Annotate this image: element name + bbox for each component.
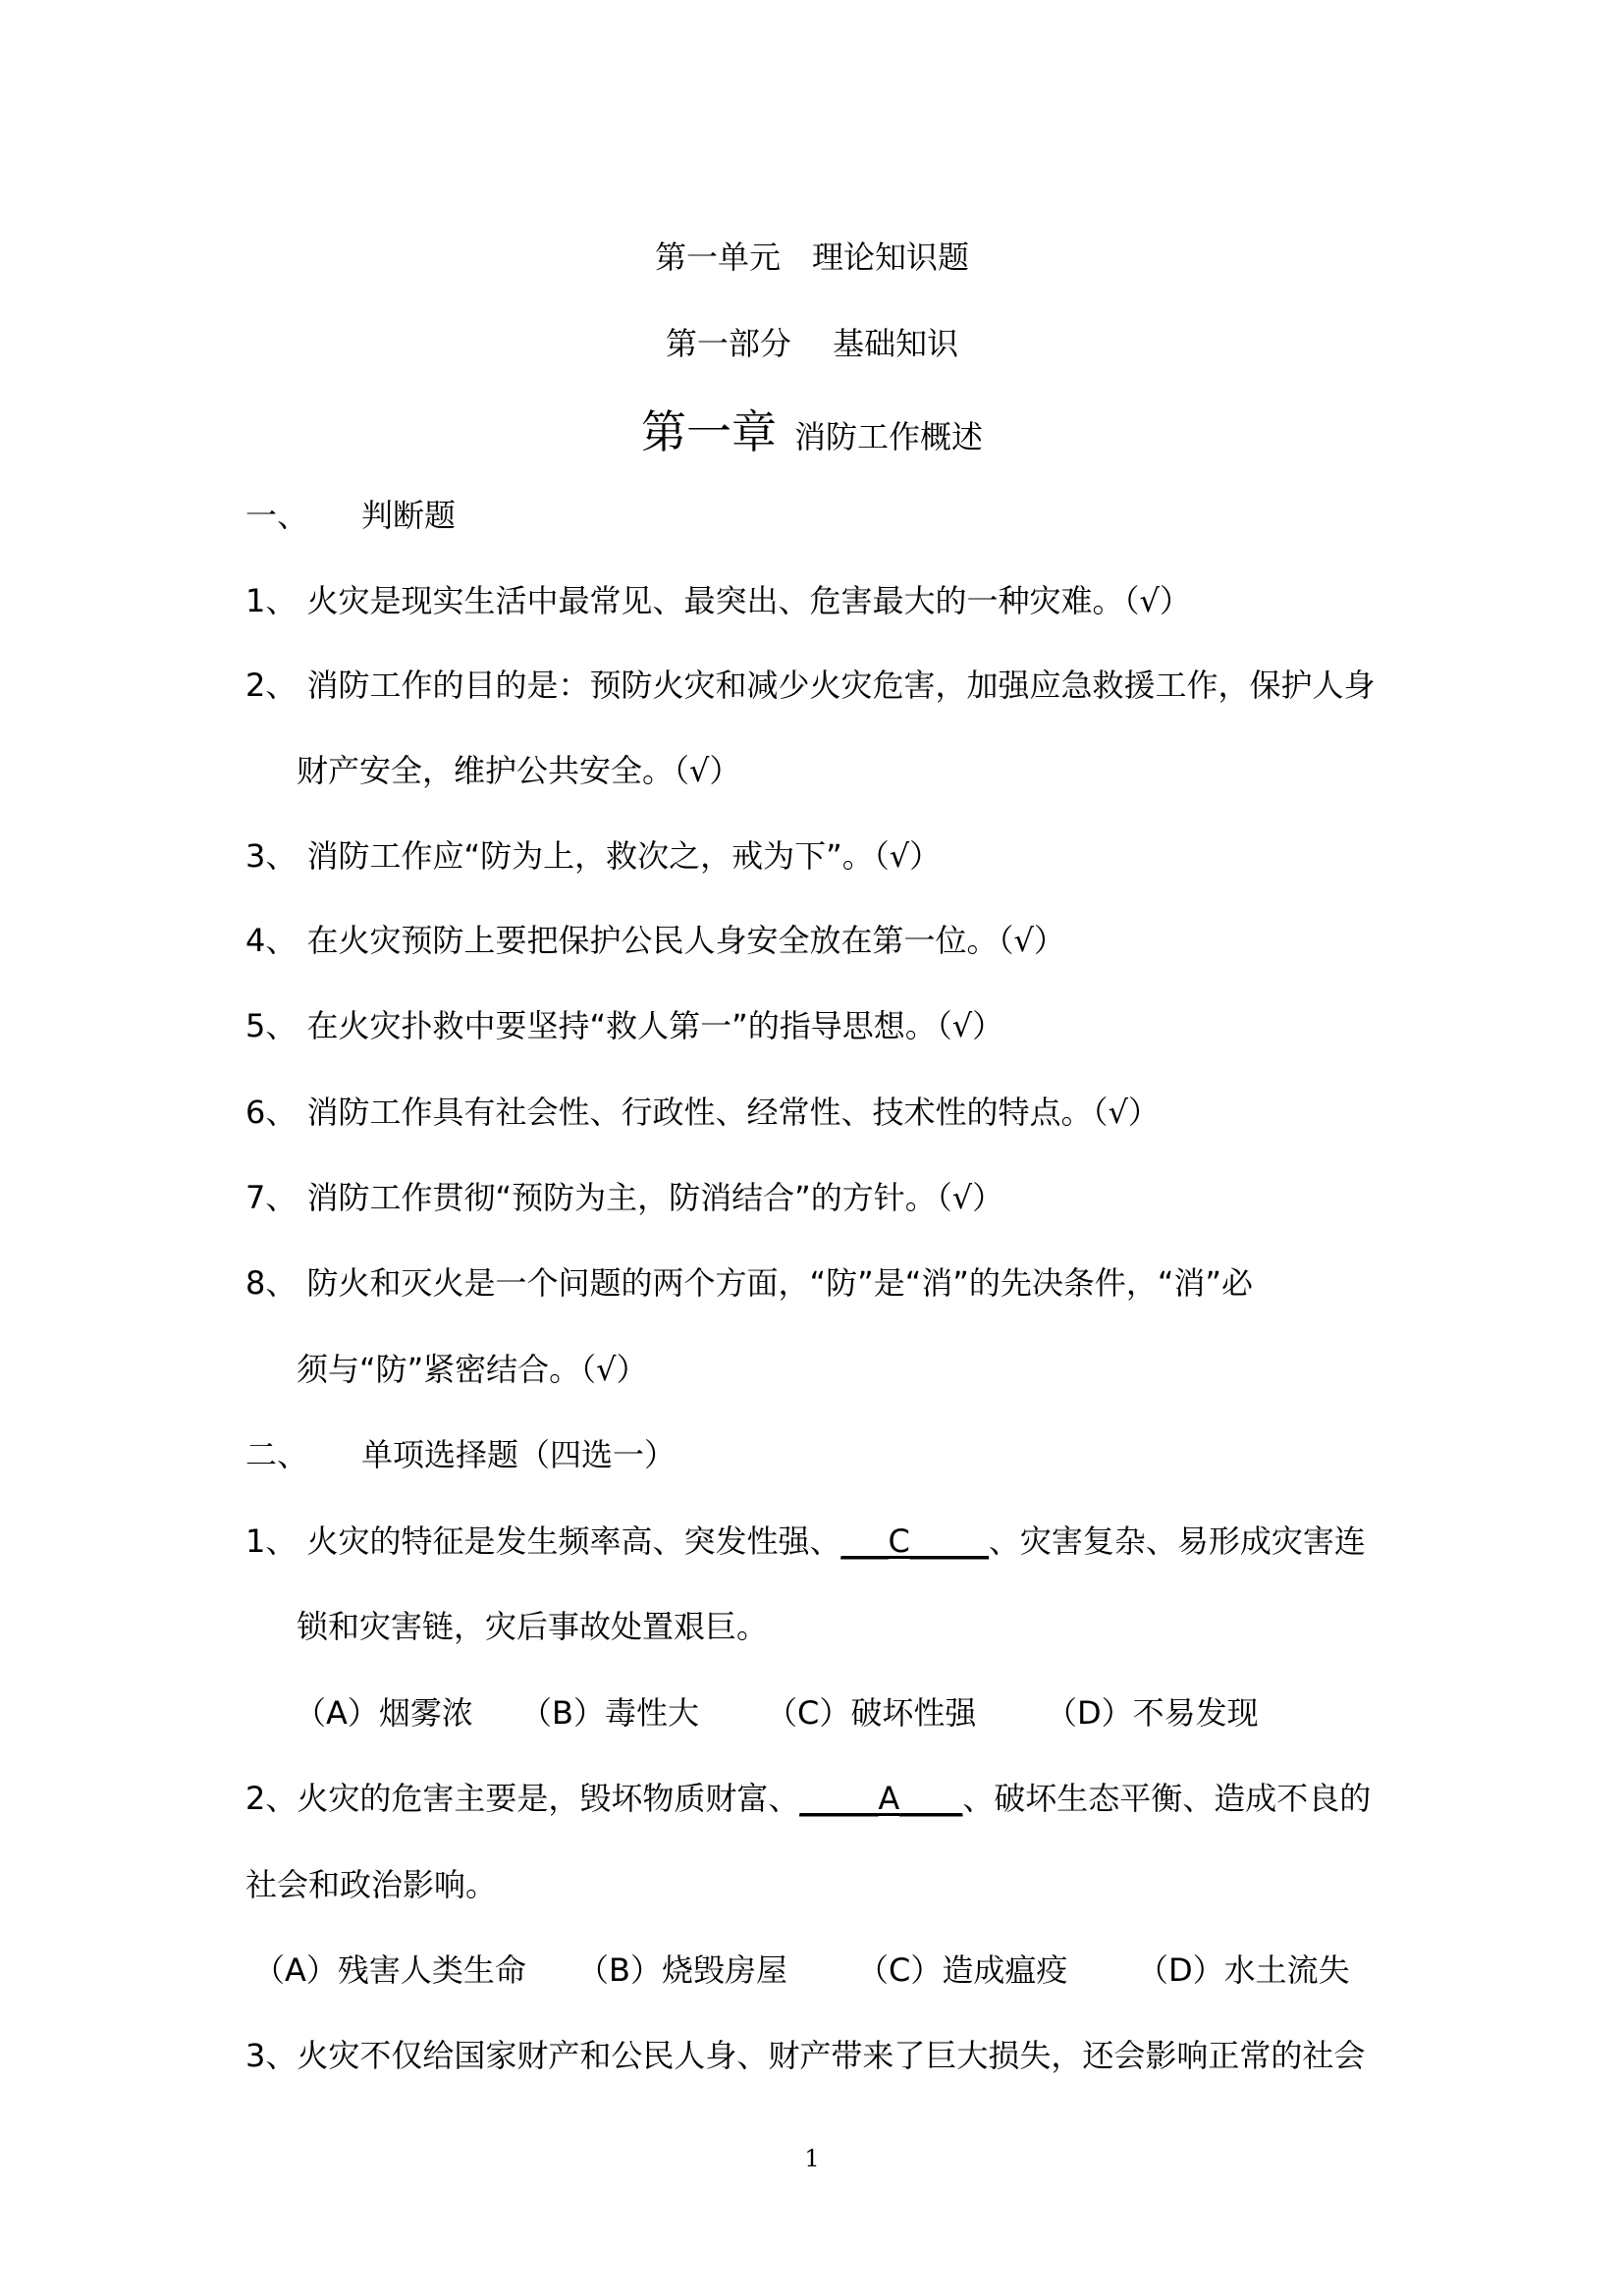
tf-item-6: 6、 消防工作具有社会性、行政性、经常性、技术性的特点。（√） <box>245 1094 1160 1131</box>
option-b: （B）毒性大 <box>520 1694 699 1732</box>
tf-item-4: 4、 在火灾预防上要把保护公民人身安全放在第一位。（√） <box>245 922 1065 959</box>
question-text-end: 、破坏生态平衡、造成不良的 <box>962 1780 1372 1817</box>
mc-question-2 <box>245 1779 1371 1818</box>
mc-question-1-cont: 锁和灾害链，灾后事故处置艰巨。 <box>297 1608 769 1645</box>
section-number: 二、 <box>245 1436 309 1473</box>
tf-item-8: 8、 防火和灭火是一个问题的两个方面，“防”是“消”的先决条件，“消”必 <box>245 1264 1254 1302</box>
mc-question-1-options <box>295 1693 1259 1733</box>
tf-item-5: 5、 在火灾扑救中要坚持“救人第一”的指导思想。（√） <box>245 1007 1004 1044</box>
tf-item-7: 7、 消防工作贯彻“预防为主，防消结合”的方针。（√） <box>245 1179 1004 1216</box>
option-d: （D）水土流失 <box>1137 1951 1350 1989</box>
chapter-title: 消防工作概述 <box>793 418 983 455</box>
mc-question-1 <box>245 1522 1366 1561</box>
tf-item-8-cont: 须与“防”紧密结合。（√） <box>297 1351 648 1388</box>
option-c: （C）造成瘟疫 <box>857 1951 1068 1989</box>
option-a: （A）烟雾浓 <box>295 1694 473 1732</box>
part-title: 第一部分 基础知识 <box>665 325 959 362</box>
mc-question-2-options <box>253 1950 1350 1990</box>
option-d: （D）不易发现 <box>1046 1694 1259 1732</box>
answer-blank: ___C_____ <box>840 1522 989 1560</box>
section-title: 判断题 <box>361 497 457 534</box>
question-text: 1、 火灾的特征是发生频率高、突发性强、 <box>245 1522 841 1560</box>
answer-letter: C <box>888 1522 910 1560</box>
section-title: 单项选择题（四选一） <box>361 1436 677 1473</box>
question-text: 2、火灾的危害主要是，毁坏物质财富、 <box>245 1780 800 1817</box>
section-number: 一、 <box>245 497 309 534</box>
unit-title: 第一单元 理论知识题 <box>654 239 969 276</box>
chapter-heading <box>0 404 1624 464</box>
answer-letter: A <box>878 1780 900 1817</box>
mc-question-3: 3、火灾不仅给国家财产和公民人身、财产带来了巨大损失，还会影响正常的社会 <box>245 2037 1366 2074</box>
option-b: （B）烧毁房屋 <box>577 1951 787 1989</box>
tf-item-1: 1、 火灾是现实生活中最常见、最突出、危害最大的一种灾难。（√） <box>245 582 1191 619</box>
chapter-number: 第一章 <box>640 405 777 458</box>
tf-item-2-cont: 财产安全，维护公共安全。（√） <box>297 752 741 789</box>
mc-question-2-cont: 社会和政治影响。 <box>245 1866 498 1903</box>
option-a: （A）残害人类生命 <box>253 1951 526 1989</box>
option-c: （C）破坏性强 <box>766 1694 977 1732</box>
page-number: 1 <box>804 2145 820 2172</box>
answer-blank: _____A____ <box>799 1780 963 1817</box>
question-text-end: 、灾害复杂、易形成灾害连 <box>988 1522 1366 1560</box>
tf-item-2: 2、 消防工作的目的是：预防火灾和减少火灾危害，加强应急救援工作，保护人身 <box>245 667 1376 704</box>
tf-item-3: 3、 消防工作应“防为上，救次之，戒为下”。（√） <box>245 837 942 875</box>
section-heading-multiple-choice <box>245 1435 676 1474</box>
section-heading-true-false <box>245 496 456 535</box>
